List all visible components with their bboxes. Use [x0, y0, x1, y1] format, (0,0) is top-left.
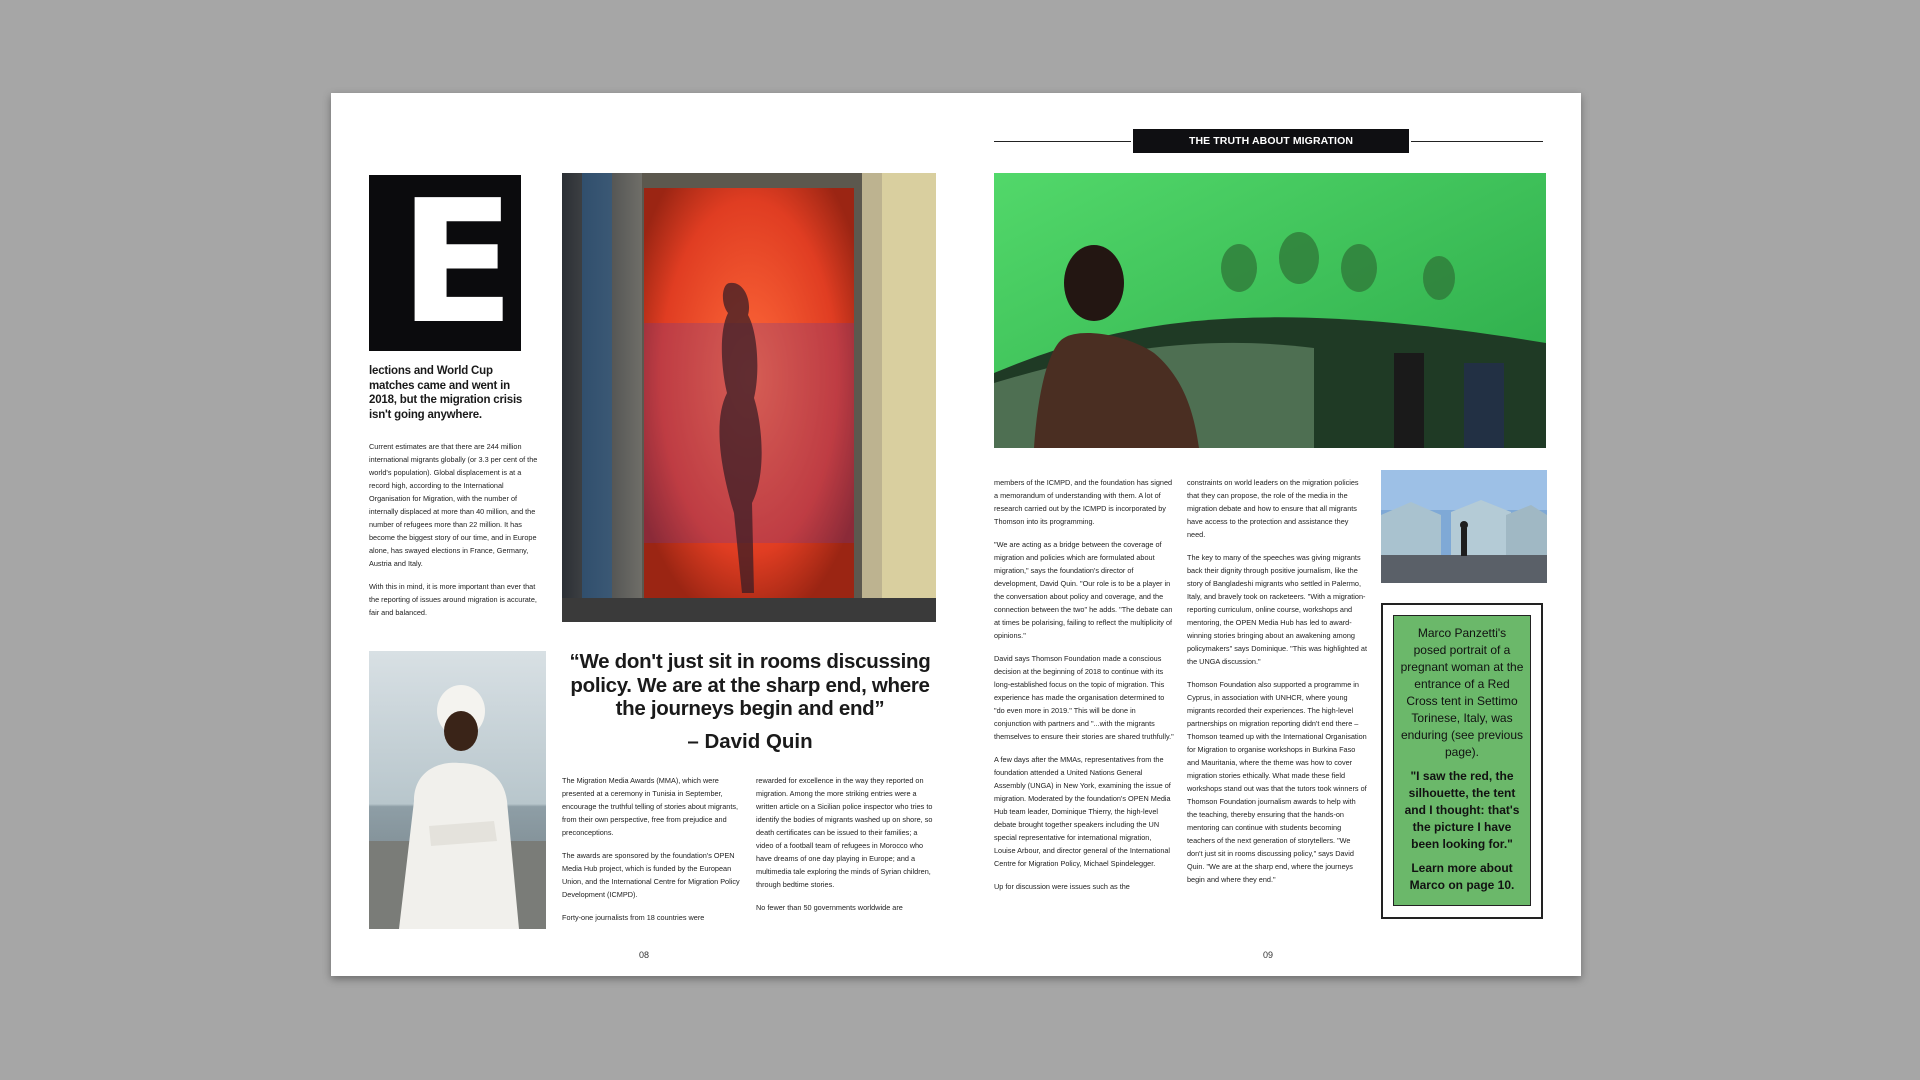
body-paragraph: The key to many of the speeches was giving migrants back their dignity through positive journalism, like the story of Bangladeshi migrants who settled in Palermo, Italy, and bravely took on racketeers. "With a migration-reporting curriculum, online course, workshops and mentoring, the OPEN Media Hub has led to award-winning stories bringing about an awakening among policymakers" says Dominique. "This was highlighted at the UNGA discussion.": [1187, 553, 1367, 666]
body-column-2: [756, 774, 936, 924]
sidebar-box: [1393, 615, 1531, 906]
page-number-left: 08: [639, 950, 650, 960]
body-paragraph: No fewer than 50 governments worldwide are: [756, 903, 903, 912]
body-paragraph: The awards are sponsored by the foundation's OPEN Media Hub project, which is funded by the European Union, and the International Centre for Migration Policy Development (ICMPD).: [562, 851, 740, 899]
magazine-spread: [331, 93, 1581, 976]
intro-text: [369, 440, 541, 629]
body-paragraph: constraints on world leaders on the migration policies that they can propose, the role of the media in the migration debate and how to ensure that all migrants have access to the protection and assistance they need.: [1187, 478, 1359, 539]
lead-paragraph: lections and World Cup matches came and went in 2018, but the migration crisis isn't going anywhere.: [369, 365, 523, 421]
body-paragraph: Forty-one journalists from 18 countries were: [562, 913, 705, 922]
body-column-1: [562, 774, 742, 934]
sidebar-caption: Marco Panzetti's posed portrait of a pregnant woman at the entrance of a Red Cross tent in Settimo Torinese, Italy, was enduring (see previous page).: [1400, 626, 1524, 759]
body-column-3: [994, 476, 1174, 903]
canopy-photo: [994, 173, 1546, 448]
sidebar-quote: "I saw the red, the silhouette, the tent and I thought: that's the picture I have been looking for.": [1404, 769, 1520, 851]
section-header: THE TRUTH ABOUT MIGRATION: [1133, 129, 1409, 153]
pull-quote-author: – David Quin: [687, 730, 813, 753]
sidebar-link[interactable]: Learn more about Marco on page 10.: [1409, 861, 1515, 892]
body-paragraph: members of the ICMPD, and the foundation has signed a memorandum of understanding with them. A lot of research carried out by the ICMPD is incorporated by Thomson into its programming.: [994, 478, 1173, 526]
page-number-right: 09: [1263, 950, 1274, 960]
body-paragraph: The Migration Media Awards (MMA), which were presented at a ceremony in Tunisia in September, encourage the truthful telling of stories about migrants, from their own perspective, free from prejudice and preconceptions.: [562, 776, 739, 837]
body-paragraph: David says Thomson Foundation made a conscious decision at the beginning of 2018 to continue with its long-established focus on the topic of migration. This experience has made the organisation determined to "do even more in 2019." This will be done in conjunction with partners and "...with the migrants themselves to ensure their stories are shared truthfully.": [994, 654, 1174, 741]
header-rule-right: [1411, 141, 1543, 142]
intro-paragraph: Current estimates are that there are 244 million international migrants globally (or 3.3 per cent of the world's population). Global displacement is at a record high, according to the International Organisation for Migration, with the number of internally displaced at more than 40 million, and the number of refugees more than 22 million. It has become the biggest story of our time, and in Europe alone, has swayed elections in France, Germany, Austria and Italy.: [369, 442, 538, 568]
body-paragraph: A few days after the MMAs, representatives from the foundation attended a United Nations General Assembly (UNGA) in New York, examining the issue of migration. Moderated by the foundation's OPEN Media Hub team leader, Dominique Thierry, the high-level debate brought together speakers including the UN special representative for international migration, Louise Arbour, and director general of the International Centre for Migration Policy, Michael Spindelegger.: [994, 755, 1171, 868]
intro-paragraph: With this in mind, it is more important than ever that the reporting of issues around migration is accurate, fair and balanced.: [369, 582, 537, 617]
camp-photo: [1381, 470, 1547, 583]
body-paragraph: Up for discussion were issues such as the: [994, 882, 1130, 891]
header-rule-left: [994, 141, 1131, 142]
pull-quote: “We don't just sit in rooms discussing policy. We are at the sharp end, where the journeys begin and end”: [569, 650, 931, 720]
body-column-4: [1187, 476, 1367, 896]
tent-photo: [562, 173, 936, 622]
portrait-photo: [369, 651, 546, 929]
body-paragraph: Thomson Foundation also supported a programme in Cyprus, in association with UNHCR, where young migrants recorded their experiences. The high-level partnerships on migration reporting didn't end there – Thomson teamed up with the International Organisation for Migration to organise workshops in Burkina Faso and Mauritania, where the theme was how to cover migration stories ethically. What made these field workshops stand out was that the tutors took winners of Thomson Foundation journalism awards to help with the teaching, thereby ensuring that the hands-on mentoring can continue with students becoming teachers of the next generation of storytellers. "We don't just sit in rooms discussing policy," says David Quin. "We are at the sharp end, where the journeys begin and where they end.": [1187, 680, 1367, 884]
drop-cap: E: [369, 175, 521, 351]
body-paragraph: "We are acting as a bridge between the coverage of migration and policies which are formulated about migration," says the foundation's director of development, David Quin. "Our role is to be a player in the conversation about policy and coverage, and the connection between the two" he adds. "The debate can at times be polarising, failing to reflect the multiplicity of opinions.": [994, 540, 1173, 640]
body-paragraph: rewarded for excellence in the way they reported on migration. Among the more striking entries were a written article on a Sicilian police inspector who tries to identify the bodies of migrants washed up on shore, so death certificates can be issued to their families; a video of a football team of refugees in Morocco who have dreams of one day playing in Europe; and a multimedia tale exploring the minds of Syrian children, through bedtime stories.: [756, 776, 933, 889]
